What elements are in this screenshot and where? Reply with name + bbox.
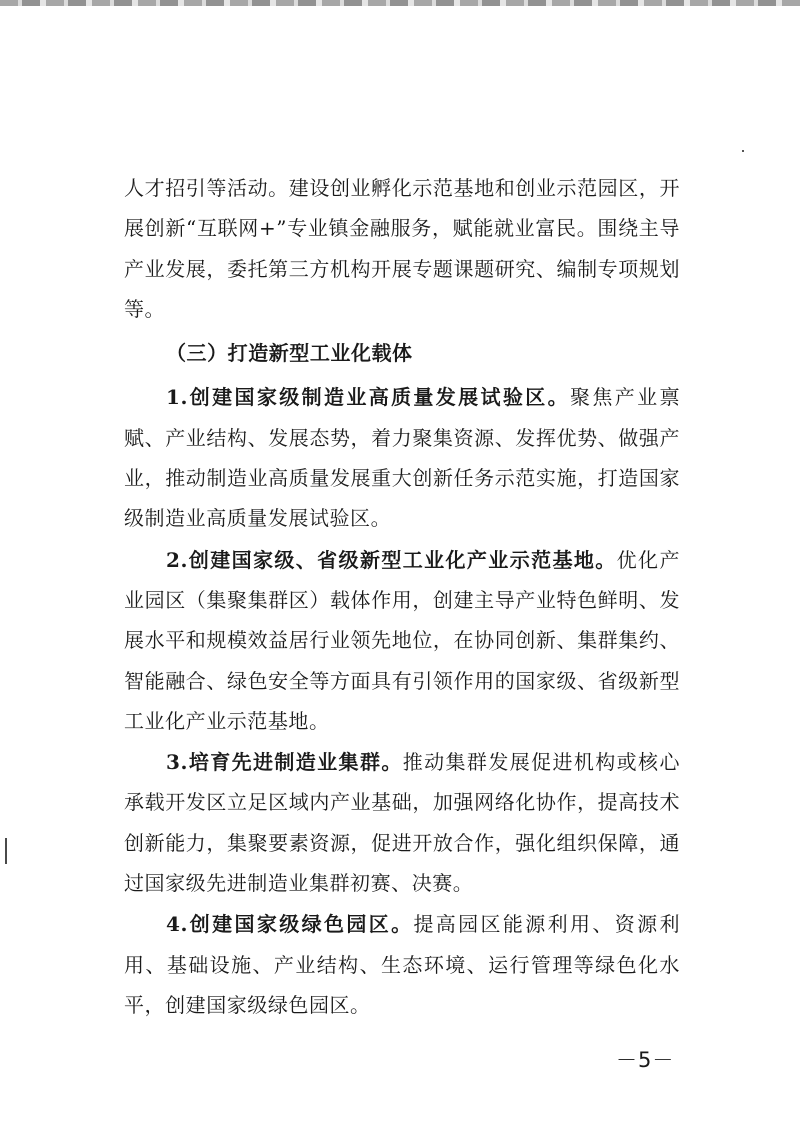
- scan-artifact-left-mark: [5, 838, 7, 864]
- item-paragraph-1: [124, 377, 680, 538]
- item-lead-4: 4.创建国家级绿色园区。: [166, 912, 414, 937]
- continued-paragraph: 人才招引等活动。建设创业孵化示范基地和创业示范园区，开展创新“互联网+”专业镇金融服务，赋能就业富民。围绕主导产业发展，委托第三方机构开展专题课题研究、编制专项规划等。: [124, 176, 680, 321]
- page-number: －5－: [616, 1048, 675, 1072]
- item-paragraph-2: [124, 540, 680, 741]
- item-paragraph-3: [124, 742, 680, 903]
- item-text-3: 推动集群发展促进机构或核心承载开发区立足区域内产业基础，加强网络化协作，提高技术创新能力，集聚要素资源，促进开放合作，强化组织保障，通过国家级先进制造业集群初赛、决赛。: [124, 750, 681, 896]
- scan-artifact-top-edge: [0, 0, 800, 6]
- scan-artifact-dot: [742, 150, 744, 152]
- item-text-1: 聚焦产业禀赋、产业结构、发展态势，着力聚集资源、发挥优势、做强产业，推动制造业高质量发展重大创新任务示范实施，打造国家级制造业高质量发展试验区。: [124, 385, 680, 531]
- body-text: [124, 168, 680, 1025]
- item-lead-1: 1.创建国家级制造业高质量发展试验区。: [166, 385, 570, 410]
- item-lead-3: 3.培育先进制造业集群。: [166, 750, 403, 775]
- item-paragraph-4: [124, 904, 680, 1025]
- item-lead-2: 2.创建国家级、省级新型工业化产业示范基地。: [166, 547, 617, 572]
- item-text-4: 提高园区能源利用、资源利用、基础设施、产业结构、生态环境、运行管理等绿色化水平，创建国家级绿色园区。: [124, 912, 680, 1017]
- item-text-2: 优化产业园区（集聚集群区）载体作用，创建主导产业特色鲜明、发展水平和规模效益居行业领先地位，在协同创新、集群集约、智能融合、绿色安全等方面具有引领作用的国家级、省级新型工业化产业示范基地。: [124, 547, 680, 733]
- section-heading: （三）打造新型工业化载体: [166, 341, 413, 366]
